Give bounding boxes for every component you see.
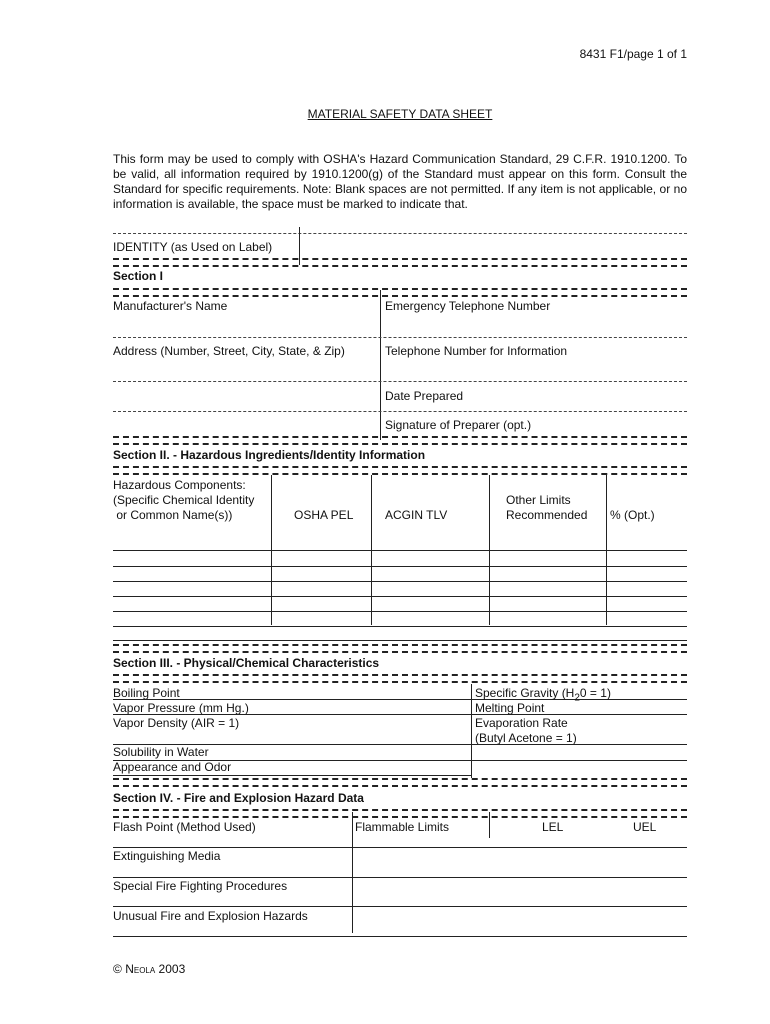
boiling-point-label: Boiling Point	[113, 686, 180, 700]
field-line[interactable]	[113, 936, 687, 937]
section4-title: Section IV. - Fire and Explosion Hazard Data	[113, 791, 364, 805]
divider	[113, 809, 687, 818]
vapor-pressure-label: Vapor Pressure (mm Hg.)	[113, 701, 249, 715]
divider	[380, 290, 381, 440]
specific-gravity-text: 0 = 1)	[579, 686, 611, 700]
footer-year: 2003	[158, 962, 186, 976]
hazardous-components-label: Hazardous Components:	[113, 478, 246, 492]
footer-org: Neola	[125, 962, 156, 976]
percent-header: % (Opt.)	[610, 508, 655, 522]
specific-gravity-text: Specific Gravity (H	[475, 686, 575, 700]
info-phone-label: Telephone Number for Information	[385, 344, 568, 358]
divider	[352, 812, 353, 933]
section3-title: Section III. - Physical/Chemical Characteristics	[113, 656, 380, 670]
address-label: Address (Number, Street, City, State, & Zip)	[113, 344, 345, 358]
table-row[interactable]	[113, 626, 687, 627]
table-row[interactable]	[113, 611, 687, 612]
field-line[interactable]	[113, 906, 687, 907]
unusual-hazards-label: Unusual Fire and Explosion Hazards	[113, 909, 308, 923]
special-procedures-label: Special Fire Fighting Procedures	[113, 879, 288, 893]
manufacturer-name-label: Manufacturer's Name	[113, 299, 228, 313]
divider	[113, 258, 687, 267]
butyl-acetone-label: (Butyl Acetone = 1)	[475, 731, 577, 745]
divider	[113, 644, 687, 653]
vapor-density-label: Vapor Density (AIR = 1)	[113, 716, 240, 730]
other-limits-header: Recommended	[506, 508, 588, 522]
table-row[interactable]	[113, 581, 687, 582]
divider	[113, 436, 687, 445]
flash-point-label: Flash Point (Method Used)	[113, 820, 256, 834]
evaporation-rate-label: Evaporation Rate	[475, 716, 568, 730]
melting-point-label: Melting Point	[475, 701, 545, 715]
field-line[interactable]	[113, 775, 471, 776]
table-row[interactable]	[113, 550, 687, 551]
divider	[113, 674, 687, 683]
appearance-label: Appearance and Odor	[113, 760, 232, 774]
uel-label: UEL	[633, 820, 657, 834]
field-line[interactable]	[113, 847, 687, 848]
divider	[113, 233, 687, 234]
osha-pel-header: OSHA PEL	[294, 508, 354, 522]
lel-label: LEL	[542, 820, 564, 834]
document-title-text: MATERIAL SAFETY DATA SHEET	[307, 107, 493, 121]
specific-gravity-subscript: 2	[574, 692, 580, 704]
divider	[113, 288, 687, 297]
signature-label: Signature of Preparer (opt.)	[385, 418, 532, 432]
table-row[interactable]	[113, 566, 687, 567]
copyright-footer	[113, 962, 185, 976]
date-prepared-label: Date Prepared	[385, 389, 464, 403]
flammable-limits-label: Flammable Limits	[355, 820, 450, 834]
divider	[489, 812, 490, 838]
acgin-tlv-header: ACGIN TLV	[385, 508, 448, 522]
extinguishing-media-label: Extinguishing Media	[113, 849, 221, 863]
field-line[interactable]	[471, 744, 687, 745]
divider	[113, 411, 687, 412]
intro-paragraph: This form may be used to comply with OSHA's Hazard Communication Standard, 29 C.F.R. 1910.1200. To be valid, all information required by 1910.1200(g) of the Standard must appear on this form. Consult the Standard for specific requirements. Note: Blank spaces are not permitted. If any item is not applicable, or no information is available, the space must be marked to indicate that.	[113, 152, 687, 211]
divider	[113, 337, 687, 338]
hazardous-components-label: or Common Name(s))	[113, 508, 233, 522]
page-reference: 8431 F1/page 1 of 1	[579, 47, 687, 61]
identity-label: IDENTITY (as Used on Label)	[113, 240, 273, 254]
document-title	[0, 107, 770, 121]
table-row[interactable]	[113, 640, 687, 641]
field-line[interactable]	[113, 714, 687, 715]
divider	[113, 466, 687, 475]
other-limits-header: Other Limits	[506, 493, 571, 507]
solubility-label: Solubility in Water	[113, 745, 209, 759]
divider	[113, 778, 687, 787]
hazardous-components-label: (Specific Chemical Identity	[113, 493, 255, 507]
section2-title: Section II. - Hazardous Ingredients/Identity Information	[113, 448, 426, 462]
copyright-symbol: ©	[113, 962, 122, 976]
emergency-phone-label: Emergency Telephone Number	[385, 299, 551, 313]
section1-title: Section I	[113, 269, 164, 283]
field-line[interactable]	[113, 877, 687, 878]
table-row[interactable]	[113, 596, 687, 597]
divider	[113, 381, 687, 382]
